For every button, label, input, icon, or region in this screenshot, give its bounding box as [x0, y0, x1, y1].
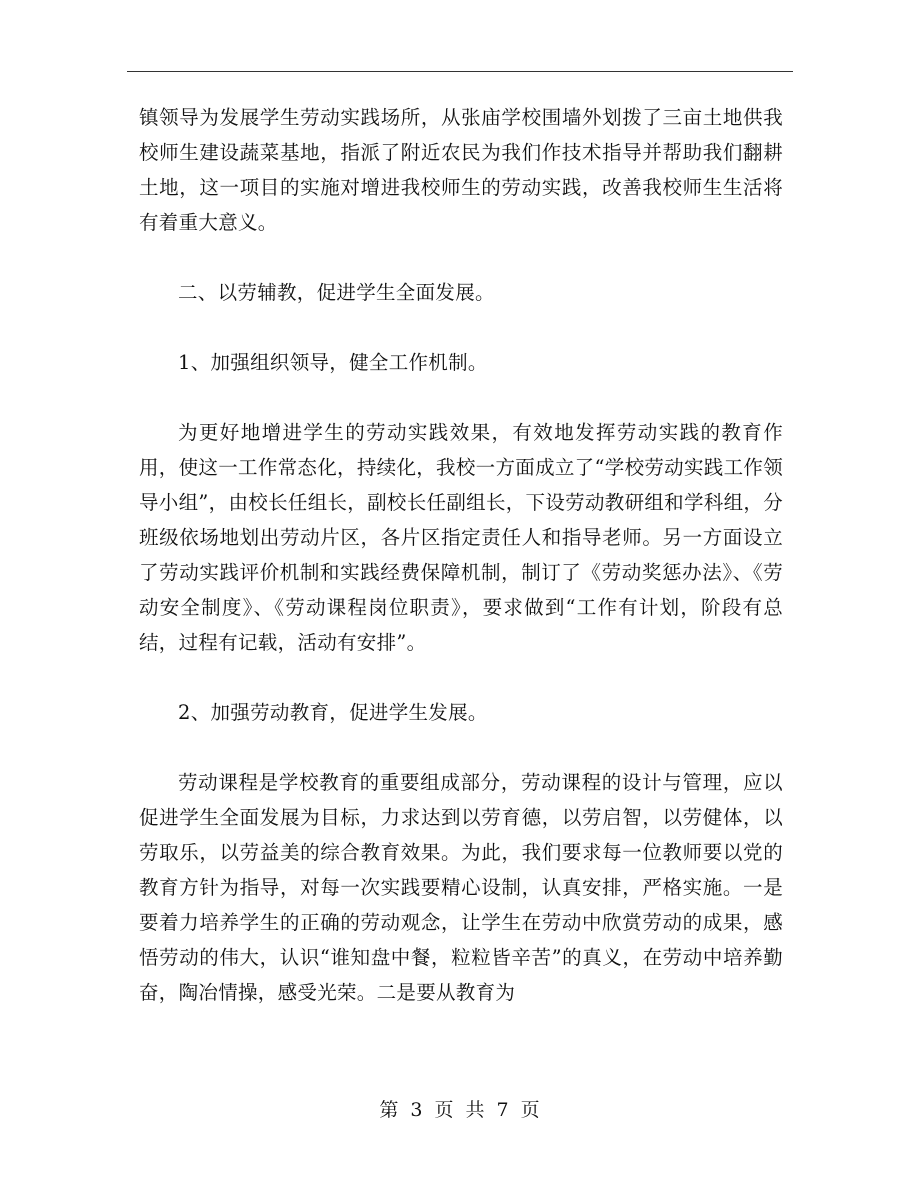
page-number: 第 3 页 共 7 页: [379, 1099, 541, 1121]
paragraph-organization: 为更好地增进学生的劳动实践效果，有效地发挥劳动实践的教育作用，使这一工作常态化，持续化，我校一方面成立了“学校劳动实践工作领导小组”，由校长任组长，副校长任副组长，下设劳动教研组和学科组，分班级依场地划出劳动片区，各片区指定责任人和指导老师。另一方面设立了劳动实践评价机制和实践经费保障机制，制订了《劳动奖惩办法》、《劳动安全制度》、《劳动课程岗位职责》，要求做到“工作有计划，阶段有总结，过程有记载，活动有安排”。: [139, 421, 783, 654]
subsection-heading-2: 2、加强劳动教育，促进学生发展。: [178, 701, 488, 724]
document-body: [139, 100, 783, 1010]
subsection-heading-1: 1、加强组织领导，健全工作机制。: [178, 351, 488, 374]
paragraph-curriculum: 劳动课程是学校教育的重要组成部分，劳动课程的设计与管理，应以促进学生全面发展为目标，力求达到以劳育德，以劳启智，以劳健体，以劳取乐，以劳益美的综合教育效果。为此，我们要求每一位教师要以党的教育方针为指导，对每一次实践要精心设制，认真安排，严格实施。一是要着力培养学生的正确的劳动观念，让学生在劳动中欣赏劳动的成果，感悟劳动的伟大，认识“谁知盘中餐，粒粒皆辛苦”的真义，在劳动中培养勤奋，陶冶情操，感受光荣。二是要从教育为: [139, 771, 783, 1004]
section-heading: 二、以劳辅教，促进学生全面发展。: [178, 281, 495, 304]
paragraph-continuation: 镇领导为发展学生劳动实践场所，从张庙学校围墙外划拨了三亩土地供我校师生建设蔬菜基地，指派了附近农民为我们作技术指导并帮助我们翻耕土地，这一项目的实施对增进我校师生的劳动实践，改善我校师生生活将有着重大意义。: [139, 106, 783, 234]
header-rule: [127, 71, 793, 72]
